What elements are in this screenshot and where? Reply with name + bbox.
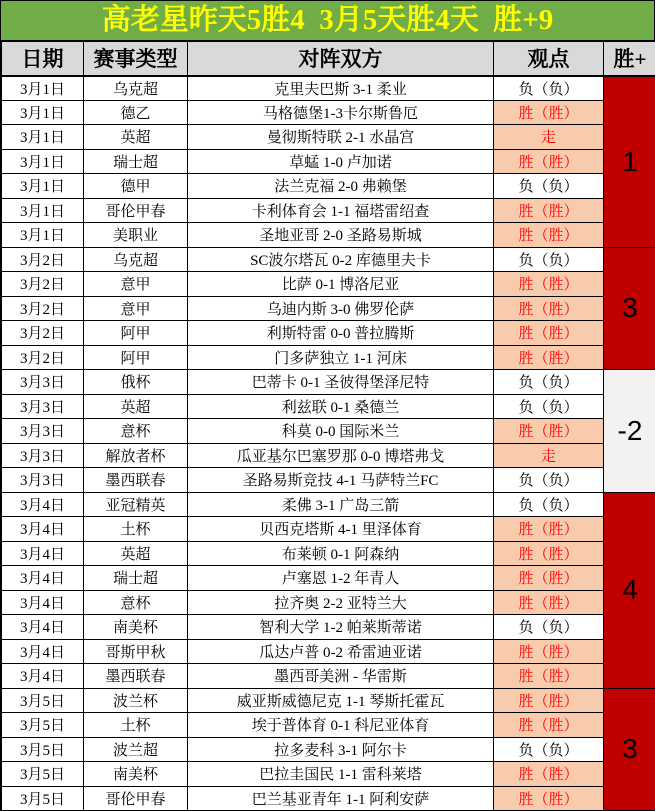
table-row xyxy=(2,76,655,101)
verdict-cell: 胜（胜） xyxy=(494,639,604,664)
table-row xyxy=(2,639,655,664)
win-total-cell: 4 xyxy=(604,492,655,688)
league-cell: 俄杯 xyxy=(84,370,188,395)
league-cell: 亚冠精英 xyxy=(84,492,188,517)
league-cell: 德甲 xyxy=(84,174,188,199)
verdict-cell: 胜（胜） xyxy=(494,786,604,811)
league-cell: 瑞士超 xyxy=(84,149,188,174)
match-cell: 威亚斯威德尼克 1-1 琴斯托霍瓦 xyxy=(188,688,494,713)
date-cell: 3月2日 xyxy=(2,296,84,321)
table-row xyxy=(2,345,655,370)
date-cell: 3月4日 xyxy=(2,566,84,591)
date-cell: 3月5日 xyxy=(2,713,84,738)
match-cell: 巴蒂卡 0-1 圣彼得堡泽尼特 xyxy=(188,370,494,395)
match-cell: 巴拉圭国民 1-1 雷科莱塔 xyxy=(188,762,494,787)
table-row xyxy=(2,615,655,640)
column-header-league: 赛事类型 xyxy=(84,42,188,76)
verdict-cell: 负（负） xyxy=(494,737,604,762)
match-cell: 圣地亚哥 2-0 圣路易斯城 xyxy=(188,223,494,248)
league-cell: 英超 xyxy=(84,125,188,150)
match-cell: 利兹联 0-1 桑德兰 xyxy=(188,394,494,419)
table-row xyxy=(2,247,655,272)
league-cell: 土杯 xyxy=(84,713,188,738)
verdict-cell: 负（负） xyxy=(494,76,604,101)
match-cell: 智利大学 1-2 帕莱斯蒂诺 xyxy=(188,615,494,640)
league-cell: 瑞士超 xyxy=(84,566,188,591)
table-row xyxy=(2,321,655,346)
table-row xyxy=(2,590,655,615)
verdict-cell: 胜（胜） xyxy=(494,198,604,223)
match-cell: 圣路易斯竞技 4-1 马萨特兰FC xyxy=(188,468,494,493)
league-cell: 土杯 xyxy=(84,517,188,542)
verdict-cell: 负（负） xyxy=(494,174,604,199)
column-header-date: 日期 xyxy=(2,42,84,76)
table-row xyxy=(2,688,655,713)
verdict-cell: 负（负） xyxy=(494,394,604,419)
verdict-cell: 胜（胜） xyxy=(494,419,604,444)
table-row xyxy=(2,566,655,591)
match-cell: 贝西克塔斯 4-1 里泽体育 xyxy=(188,517,494,542)
league-cell: 波兰杯 xyxy=(84,688,188,713)
verdict-cell: 胜（胜） xyxy=(494,541,604,566)
table-row xyxy=(2,664,655,689)
date-cell: 3月1日 xyxy=(2,198,84,223)
table-row xyxy=(2,223,655,248)
verdict-cell: 走 xyxy=(494,125,604,150)
league-cell: 英超 xyxy=(84,394,188,419)
verdict-cell: 胜（胜） xyxy=(494,149,604,174)
table-row xyxy=(2,492,655,517)
verdict-cell: 负（负） xyxy=(494,615,604,640)
date-cell: 3月5日 xyxy=(2,786,84,811)
date-cell: 3月4日 xyxy=(2,492,84,517)
date-cell: 3月5日 xyxy=(2,762,84,787)
date-cell: 3月1日 xyxy=(2,76,84,101)
verdict-cell: 胜（胜） xyxy=(494,762,604,787)
date-cell: 3月2日 xyxy=(2,321,84,346)
date-cell: 3月3日 xyxy=(2,394,84,419)
date-cell: 3月1日 xyxy=(2,174,84,199)
table-row xyxy=(2,713,655,738)
league-cell: 美职业 xyxy=(84,223,188,248)
column-header-verdict: 观点 xyxy=(494,42,604,76)
table-row xyxy=(2,517,655,542)
table-row xyxy=(2,125,655,150)
verdict-cell: 胜（胜） xyxy=(494,321,604,346)
match-cell: 科莫 0-0 国际米兰 xyxy=(188,419,494,444)
match-cell: 门多萨独立 1-1 河床 xyxy=(188,345,494,370)
date-cell: 3月4日 xyxy=(2,639,84,664)
table-row xyxy=(2,737,655,762)
date-cell: 3月5日 xyxy=(2,688,84,713)
win-total-cell: 1 xyxy=(604,76,655,248)
table-row xyxy=(2,198,655,223)
league-cell: 乌克超 xyxy=(84,76,188,101)
match-cell: 卢塞恩 1-2 年青人 xyxy=(188,566,494,591)
table-row xyxy=(2,541,655,566)
verdict-cell: 胜（胜） xyxy=(494,345,604,370)
table-row xyxy=(2,272,655,297)
verdict-cell: 胜（胜） xyxy=(494,517,604,542)
match-cell: 柔佛 3-1 广岛三箭 xyxy=(188,492,494,517)
column-header-match: 对阵双方 xyxy=(188,42,494,76)
league-cell: 阿甲 xyxy=(84,321,188,346)
match-cell: 比萨 0-1 博洛尼亚 xyxy=(188,272,494,297)
match-cell: 利斯特雷 0-0 普拉腾斯 xyxy=(188,321,494,346)
table-row xyxy=(2,370,655,395)
league-cell: 哥斯甲秋 xyxy=(84,639,188,664)
date-cell: 3月4日 xyxy=(2,517,84,542)
column-header-row xyxy=(2,42,655,76)
league-cell: 意甲 xyxy=(84,296,188,321)
date-cell: 3月2日 xyxy=(2,272,84,297)
table-row xyxy=(2,100,655,125)
table-row xyxy=(2,149,655,174)
date-cell: 3月3日 xyxy=(2,419,84,444)
verdict-cell: 负（负） xyxy=(494,370,604,395)
verdict-cell: 胜（胜） xyxy=(494,223,604,248)
date-cell: 3月3日 xyxy=(2,468,84,493)
verdict-cell: 胜（胜） xyxy=(494,713,604,738)
table-row xyxy=(2,762,655,787)
match-cell: 法兰克福 2-0 弗赖堡 xyxy=(188,174,494,199)
league-cell: 墨西联春 xyxy=(84,664,188,689)
verdict-cell: 走 xyxy=(494,443,604,468)
match-cell: SC波尔塔瓦 0-2 库德里夫卡 xyxy=(188,247,494,272)
league-cell: 意杯 xyxy=(84,419,188,444)
results-table xyxy=(1,41,655,811)
league-cell: 乌克超 xyxy=(84,247,188,272)
match-cell: 埃于普体育 0-1 科尼亚体育 xyxy=(188,713,494,738)
league-cell: 意甲 xyxy=(84,272,188,297)
match-cell: 马格德堡1-3卡尔斯鲁厄 xyxy=(188,100,494,125)
match-cell: 乌迪内斯 3-0 佛罗伦萨 xyxy=(188,296,494,321)
league-cell: 英超 xyxy=(84,541,188,566)
league-cell: 墨西联春 xyxy=(84,468,188,493)
date-cell: 3月2日 xyxy=(2,345,84,370)
verdict-cell: 胜（胜） xyxy=(494,664,604,689)
match-cell: 巴兰基亚青年 1-1 阿利安萨 xyxy=(188,786,494,811)
date-cell: 3月4日 xyxy=(2,590,84,615)
table-row xyxy=(2,296,655,321)
verdict-cell: 胜（胜） xyxy=(494,590,604,615)
match-cell: 布莱顿 0-1 阿森纳 xyxy=(188,541,494,566)
table-row xyxy=(2,443,655,468)
league-cell: 解放者杯 xyxy=(84,443,188,468)
table-row xyxy=(2,174,655,199)
league-cell: 意杯 xyxy=(84,590,188,615)
match-cell: 曼彻斯特联 2-1 水晶宫 xyxy=(188,125,494,150)
date-cell: 3月5日 xyxy=(2,737,84,762)
verdict-cell: 负（负） xyxy=(494,247,604,272)
win-total-cell: 3 xyxy=(604,688,655,811)
date-cell: 3月1日 xyxy=(2,125,84,150)
table-row xyxy=(2,394,655,419)
date-cell: 3月1日 xyxy=(2,223,84,248)
table-row xyxy=(2,468,655,493)
league-cell: 波兰超 xyxy=(84,737,188,762)
match-cell: 瓜亚基尔巴塞罗那 0-0 博塔弗戈 xyxy=(188,443,494,468)
date-cell: 3月4日 xyxy=(2,664,84,689)
date-cell: 3月2日 xyxy=(2,247,84,272)
date-cell: 3月4日 xyxy=(2,541,84,566)
date-cell: 3月3日 xyxy=(2,443,84,468)
league-cell: 南美杯 xyxy=(84,762,188,787)
verdict-cell: 胜（胜） xyxy=(494,296,604,321)
win-total-cell: -2 xyxy=(604,370,655,493)
table-row xyxy=(2,786,655,811)
verdict-cell: 胜（胜） xyxy=(494,688,604,713)
match-cell: 卡利体育会 1-1 福塔雷绍查 xyxy=(188,198,494,223)
page-title: 高老星昨天5胜4 3月5天胜4天 胜+9 xyxy=(1,1,654,41)
league-cell: 阿甲 xyxy=(84,345,188,370)
verdict-cell: 负（负） xyxy=(494,492,604,517)
column-header-wintotal: 胜+ xyxy=(604,42,655,76)
match-cell: 拉齐奥 2-2 亚特兰大 xyxy=(188,590,494,615)
match-cell: 墨西哥美洲 - 华雷斯 xyxy=(188,664,494,689)
match-cell: 瓜达卢普 0-2 希雷迪亚诺 xyxy=(188,639,494,664)
date-cell: 3月4日 xyxy=(2,615,84,640)
match-cell: 拉多麦科 3-1 阿尔卡 xyxy=(188,737,494,762)
verdict-cell: 胜（胜） xyxy=(494,272,604,297)
match-cell: 草蜢 1-0 卢加诺 xyxy=(188,149,494,174)
date-cell: 3月1日 xyxy=(2,149,84,174)
verdict-cell: 胜（胜） xyxy=(494,100,604,125)
league-cell: 哥伦甲春 xyxy=(84,786,188,811)
verdict-cell: 胜（胜） xyxy=(494,566,604,591)
date-cell: 3月3日 xyxy=(2,370,84,395)
league-cell: 南美杯 xyxy=(84,615,188,640)
league-cell: 德乙 xyxy=(84,100,188,125)
win-total-cell: 3 xyxy=(604,247,655,370)
verdict-cell: 负（负） xyxy=(494,468,604,493)
league-cell: 哥伦甲春 xyxy=(84,198,188,223)
table-row xyxy=(2,419,655,444)
match-cell: 克里夫巴斯 3-1 柔业 xyxy=(188,76,494,101)
date-cell: 3月1日 xyxy=(2,100,84,125)
